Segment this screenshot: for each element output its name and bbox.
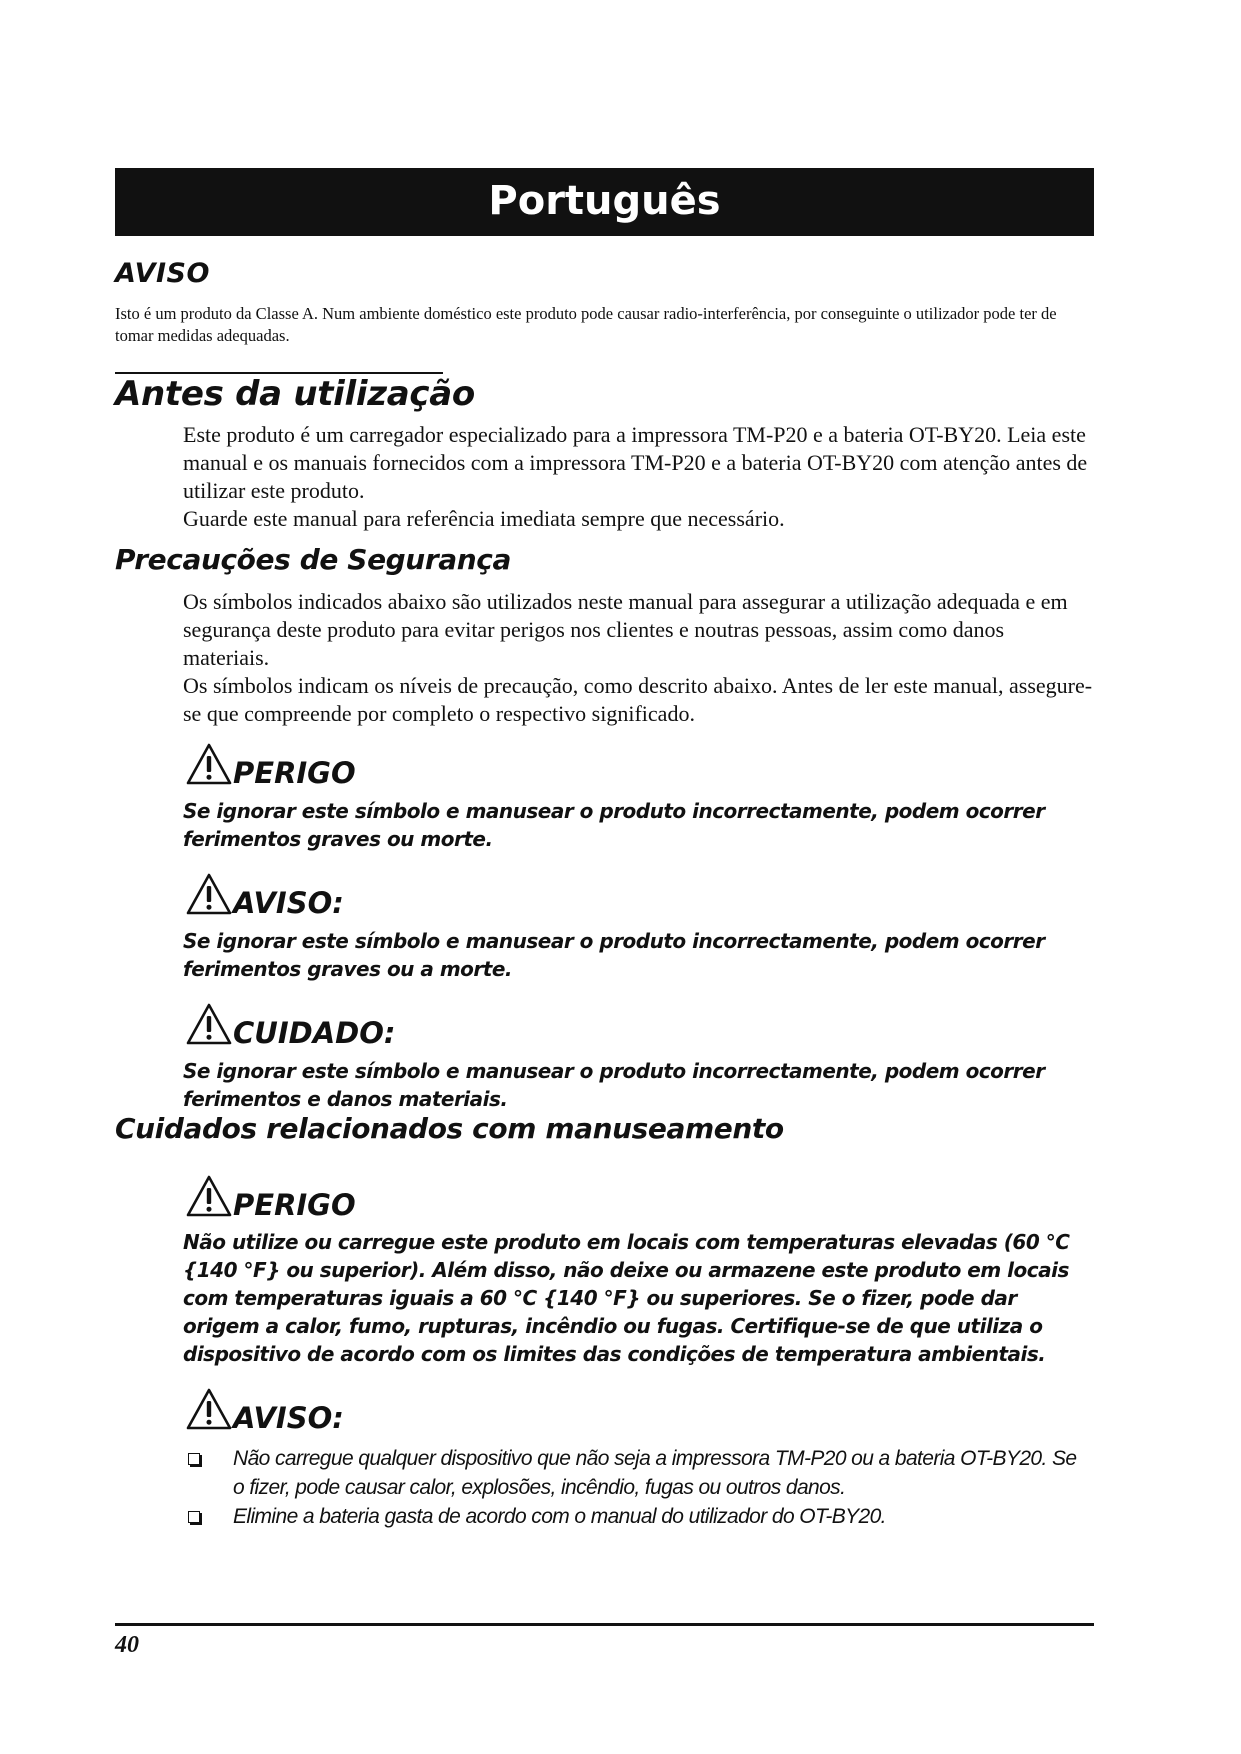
caution-level-header — [185, 1002, 396, 1050]
handling-warning-label: AVISO: — [233, 1401, 344, 1435]
footer-rule — [115, 1623, 1094, 1626]
warning-description: Se ignorar este símbolo e manusear o produto incorrectamente, podem ocorrer ferimentos graves ou a morte. — [183, 929, 1045, 981]
warning-triangle-icon — [185, 1387, 233, 1431]
warning-triangle-icon — [185, 1174, 233, 1218]
page-number: 40 — [115, 1632, 139, 1658]
checkbox-bullet-icon — [183, 1444, 233, 1502]
before-use-section — [183, 421, 1093, 533]
danger-description: Se ignorar este símbolo e manusear o produto incorrectamente, podem ocorrer ferimentos graves ou morte. — [183, 799, 1045, 851]
list-item — [183, 1502, 1083, 1531]
danger-label: PERIGO — [233, 756, 356, 790]
language-banner: Português — [115, 168, 1094, 236]
handling-danger-header — [185, 1174, 356, 1222]
list-item — [183, 1444, 1083, 1502]
handling-danger-text: Não utilize ou carregue este produto em locais com temperaturas elevadas (60 °C {140 °F} ou superior). Além disso, não deixe ou armazene este produto em locais com temperaturas iguais a 60 °C {140 °F} ou superiores. Se o fizer, pode dar origem a calor, fumo, rupturas, incêndio ou fugas. Certifique-se de que utiliza o dispositivo de acordo com os limites das condições de temperatura ambientais. — [183, 1230, 1070, 1366]
safety-levels-paragraph: Os símbolos indicam os níveis de precaução, como descrito abaixo. Antes de ler este manual, assegure-se que compreende por completo o respectivo significado. — [183, 673, 1093, 726]
caution-description: Se ignorar este símbolo e manusear o produto incorrectamente, podem ocorrer ferimentos e danos materiais. — [183, 1059, 1045, 1111]
checkbox-bullet-icon — [183, 1502, 233, 1531]
warning-level-header — [185, 872, 344, 920]
before-use-paragraph: Este produto é um carregador especializado para a impressora TM-P20 e a bateria OT-BY20. Leia este manual e os manuais fornecidos com a impressora TM-P20 e a bateria OT-BY20 com atenção antes de utilizar este produto. — [183, 422, 1088, 503]
danger-level-header — [185, 742, 356, 790]
warning-triangle-icon — [185, 742, 233, 786]
warning-triangle-icon — [185, 1002, 233, 1046]
caution-label: CUIDADO: — [233, 1016, 396, 1050]
handling-danger-label: PERIGO — [233, 1188, 356, 1222]
handling-warning-list — [183, 1444, 1083, 1531]
safety-intro — [183, 588, 1093, 728]
safety-heading: Precauções de Segurança — [115, 543, 511, 576]
list-item-text: Não carregue qualquer dispositivo que não seja a impressora TM-P20 ou a bateria OT-BY20. Se o fizer, pode causar calor, explosões, incêndio, fugas ou outros danos. — [233, 1447, 1077, 1499]
before-use-heading: Antes da utilização — [115, 374, 475, 414]
handling-warning-header — [185, 1387, 344, 1435]
list-item-text: Elimine a bateria gasta de acordo com o manual do utilizador do OT-BY20. — [233, 1505, 886, 1528]
safety-paragraph: Os símbolos indicados abaixo são utilizados neste manual para assegurar a utilização adequada e em segurança deste produto para evitar perigos nos clientes e noutras pessoas, assim como danos materiais. — [183, 589, 1068, 670]
notice-heading: AVISO — [115, 258, 210, 289]
warning-triangle-icon — [185, 872, 233, 916]
before-use-reference-paragraph: Guarde este manual para referência imediata sempre que necessário. — [183, 506, 785, 531]
handling-heading: Cuidados relacionados com manuseamento — [115, 1112, 784, 1145]
warning-label: AVISO: — [233, 886, 344, 920]
notice-text: Isto é um produto da Classe A. Num ambiente doméstico este produto pode causar radio-interferência, por conseguinte o utilizador pode ter de tomar medidas adequadas. — [115, 304, 1057, 345]
